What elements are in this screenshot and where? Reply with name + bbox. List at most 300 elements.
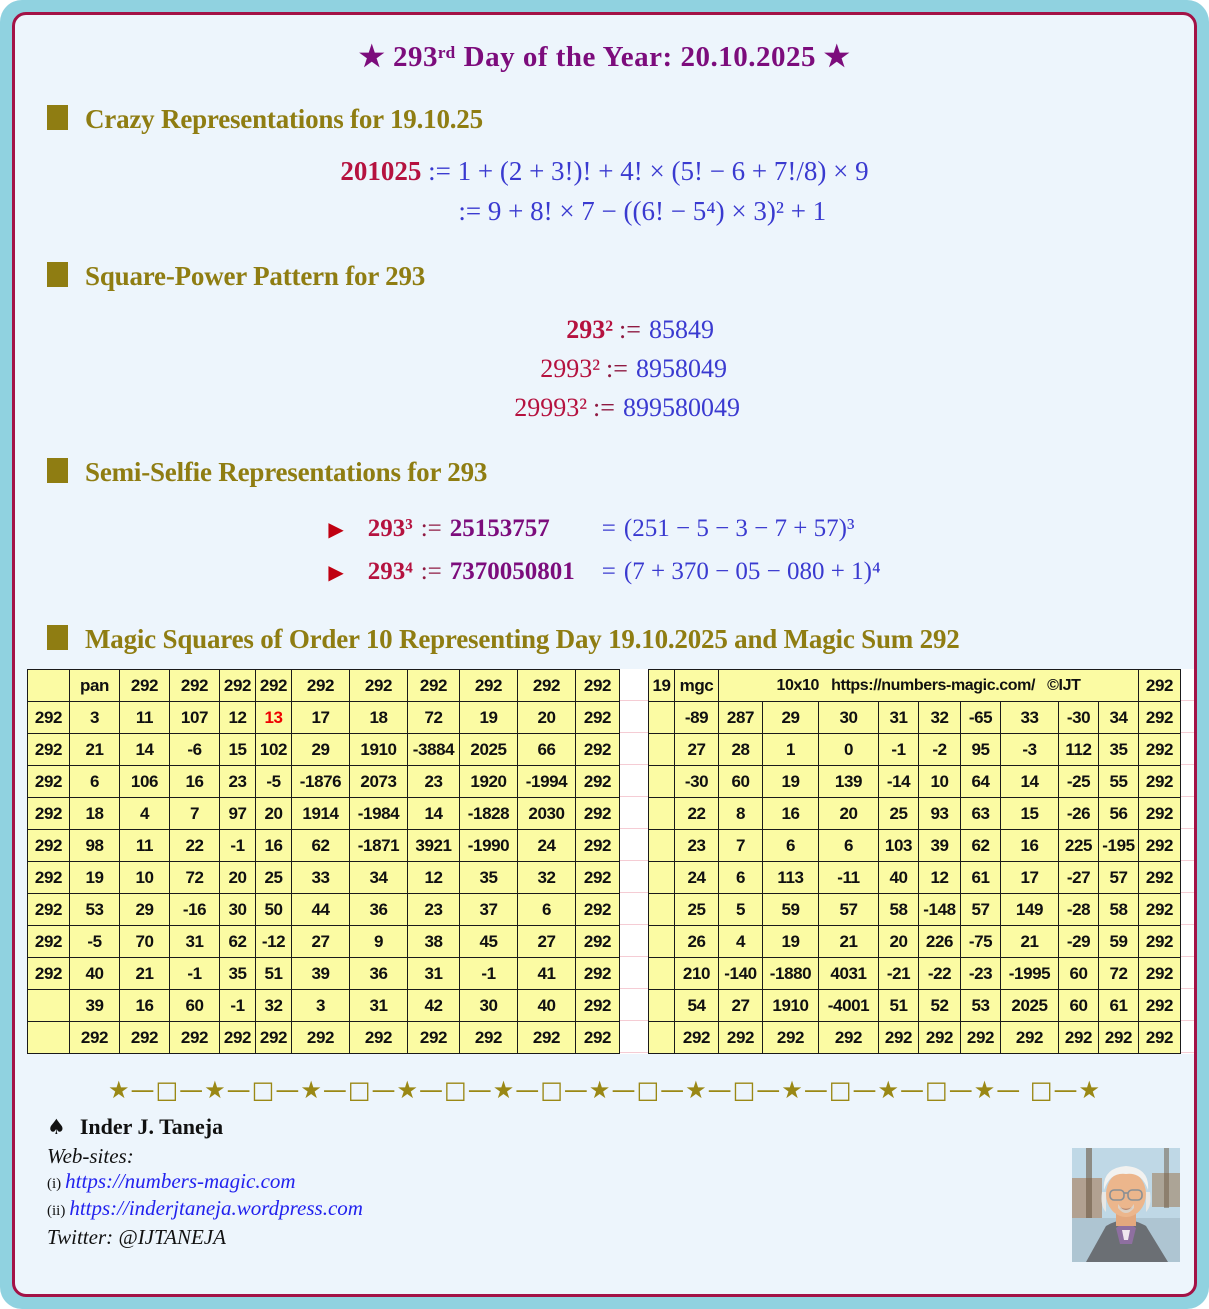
magic-cell: 60 (719, 766, 763, 798)
magic-cell: 292 (28, 734, 70, 766)
magic-cell: 292 (1139, 926, 1181, 958)
magic-cell: 292 (1099, 1022, 1139, 1054)
ss-rel: := (420, 515, 442, 542)
magic-cell: 72 (1099, 958, 1139, 990)
magic-cell: -1871 (350, 830, 408, 862)
magic-cell: 20 (819, 798, 879, 830)
website-link-1[interactable]: https://numbers-magic.com (65, 1169, 296, 1193)
magic-cell: -195 (1099, 830, 1139, 862)
magic-cell: 27 (719, 990, 763, 1022)
magic-cell: 292 (576, 862, 620, 894)
magic-cell: -3884 (408, 734, 460, 766)
magic-cell: 29 (763, 702, 819, 734)
magic-cell: 287 (719, 702, 763, 734)
magic-cell: 9 (350, 926, 408, 958)
magic-cell: 292 (576, 894, 620, 926)
magic-cell: 5 (719, 894, 763, 926)
magic-cell: -1994 (518, 766, 576, 798)
magic-cell: -27 (1059, 862, 1099, 894)
magic-cell: 6 (719, 862, 763, 894)
magic-cell: 51 (256, 958, 292, 990)
ss-val: 25153757 (449, 515, 550, 542)
magic-cell: 292 (518, 1022, 576, 1054)
magic-cell: 292 (28, 766, 70, 798)
magic-cell: 36 (350, 958, 408, 990)
website-index-2: (ii) (47, 1203, 66, 1219)
magic-cell: 12 (220, 702, 256, 734)
magic-cell: -1995 (1001, 958, 1059, 990)
magic-cell: 292 (1139, 830, 1181, 862)
magic-cell: 103 (879, 830, 919, 862)
magic-cell: 27 (292, 926, 350, 958)
magic-cell: 62 (220, 926, 256, 958)
magic-cell: 30 (460, 990, 518, 1022)
magic-cell: 112 (1059, 734, 1099, 766)
magic-squares-row (27, 669, 1195, 1054)
magic-cell: 55 (1099, 766, 1139, 798)
semi-selfie-row (328, 551, 880, 594)
magic-cell: -1876 (292, 766, 350, 798)
magic-cell: 34 (1099, 702, 1139, 734)
magic-cell: 292 (675, 1022, 719, 1054)
magic-cell: 292 (961, 1022, 1001, 1054)
magic-cell: -26 (1059, 798, 1099, 830)
magic-cell: -1 (460, 958, 518, 990)
magic-cell: 1920 (460, 766, 518, 798)
magic-cell: 57 (961, 894, 1001, 926)
author-name: Inder J. Taneja (79, 1114, 224, 1139)
magic-cell: 292 (879, 1022, 919, 1054)
magic-cell: 54 (675, 990, 719, 1022)
sp-lhs: 293² (566, 315, 614, 344)
magic-cell (649, 926, 675, 958)
signature-block (47, 1114, 1184, 1250)
magic-cell: 19 (460, 702, 518, 734)
right-magic-square-table (648, 669, 1181, 1054)
magic-cell: 31 (879, 702, 919, 734)
magic-cell: 16 (256, 830, 292, 862)
magic-cell: 6 (819, 830, 879, 862)
magic-cell: 59 (763, 894, 819, 926)
magic-cell: 21 (70, 734, 120, 766)
magic-cell (649, 830, 675, 862)
magic-cell: 210 (675, 958, 719, 990)
magic-cell: 139 (819, 766, 879, 798)
magic-cell: 292 (1059, 1022, 1099, 1054)
magic-cell: 95 (961, 734, 1001, 766)
magic-cell: -1 (879, 734, 919, 766)
magic-cell: 292 (350, 670, 408, 702)
crazy-lhs: 201025 (340, 156, 422, 186)
magic-cell: mgc (675, 670, 719, 702)
section-heading-magic-squares-label: Magic Squares of Order 10 Representing Day 19.10.2025 and Magic Sum 292 (85, 624, 960, 654)
magic-cell: 18 (70, 798, 120, 830)
magic-cell: 292 (28, 958, 70, 990)
magic-cell: 292 (70, 1022, 120, 1054)
twitter-line (47, 1225, 1184, 1250)
magic-cell (649, 958, 675, 990)
sp-val: 899580049 (622, 393, 740, 422)
magic-cell: 59 (1099, 926, 1139, 958)
magic-cell (649, 1022, 675, 1054)
magic-cell: 50 (256, 894, 292, 926)
magic-cell: -28 (1059, 894, 1099, 926)
magic-cell: 292 (256, 670, 292, 702)
sp-lhs: 2993² (540, 354, 601, 383)
magic-cell: 292 (1139, 766, 1181, 798)
magic-cell: 292 (460, 1022, 518, 1054)
magic-cell: 70 (120, 926, 170, 958)
section-bullet-icon (47, 458, 68, 483)
magic-cell: 37 (460, 894, 518, 926)
magic-cell: -12 (256, 926, 292, 958)
magic-cell: 38 (408, 926, 460, 958)
magic-cell (649, 990, 675, 1022)
crazy-rhs-1: := 1 + (2 + 3!)! + 4! × (5! − 6 + 7!/8) × 9 (428, 156, 869, 186)
magic-cell: 23 (675, 830, 719, 862)
magic-cell: 57 (1099, 862, 1139, 894)
magic-cell: 15 (1001, 798, 1059, 830)
magic-cell: -4001 (819, 990, 879, 1022)
magic-cell: 6 (763, 830, 819, 862)
magic-cell: 292 (28, 830, 70, 862)
magic-cell: 23 (408, 766, 460, 798)
magic-cell: -1828 (460, 798, 518, 830)
magic-cell: 0 (819, 734, 879, 766)
section-bullet-icon (47, 625, 68, 650)
section-heading-semi-selfie-label: Semi-Selfie Representations for 293 (85, 457, 488, 487)
magic-cell: -89 (675, 702, 719, 734)
magic-cell: 36 (350, 894, 408, 926)
sp-rel: := (593, 393, 615, 422)
magic-cell (649, 798, 675, 830)
author-photo (1072, 1148, 1180, 1262)
page (12, 12, 1197, 1297)
magic-cell: 22 (675, 798, 719, 830)
magic-cell: 20 (879, 926, 919, 958)
magic-cell: 292 (292, 670, 350, 702)
magic-cell: 292 (576, 830, 620, 862)
magic-cell: 27 (518, 926, 576, 958)
square-power-row (25, 388, 1184, 427)
square-power-block (25, 310, 1184, 427)
magic-cell: -140 (719, 958, 763, 990)
magic-cell: -21 (879, 958, 919, 990)
sp-val: 85849 (648, 315, 714, 344)
magic-cell: 60 (1059, 958, 1099, 990)
magic-cell: 1 (763, 734, 819, 766)
ss-pow: 293⁴ (367, 558, 413, 585)
semi-selfie-block (25, 508, 1184, 594)
magic-cell: 57 (819, 894, 879, 926)
magic-cell: 7 (719, 830, 763, 862)
magic-cell: 62 (961, 830, 1001, 862)
magic-cell: 107 (170, 702, 220, 734)
sp-rel: := (619, 315, 641, 344)
magic-cell: 292 (919, 1022, 961, 1054)
magic-cell: 226 (919, 926, 961, 958)
square-power-row (25, 310, 1184, 349)
magic-cell: 24 (675, 862, 719, 894)
magic-cell: 25 (675, 894, 719, 926)
magic-cell: 72 (170, 862, 220, 894)
magic-cell: 40 (70, 958, 120, 990)
magic-cell (28, 990, 70, 1022)
magic-cell: 15 (220, 734, 256, 766)
author-name-line (47, 1114, 1184, 1140)
magic-cell: 61 (1099, 990, 1139, 1022)
magic-cell: 292 (28, 894, 70, 926)
websites-label: Web-sites: (47, 1144, 134, 1168)
magic-cell: 19 (763, 766, 819, 798)
magic-cell: -1 (220, 990, 256, 1022)
magic-cell: 33 (292, 862, 350, 894)
magic-cell: 31 (170, 926, 220, 958)
ss-eq: = (601, 558, 616, 585)
magic-cell: 292 (1139, 1022, 1181, 1054)
magic-cell: 32 (919, 702, 961, 734)
twitter-handle: @IJTANEJA (118, 1225, 226, 1249)
section-bullet-icon (47, 262, 68, 287)
magic-cell: 106 (120, 766, 170, 798)
magic-cell: -25 (1059, 766, 1099, 798)
magic-cell: 12 (919, 862, 961, 894)
magic-cell: 1910 (763, 990, 819, 1022)
magic-cell: 292 (292, 1022, 350, 1054)
magic-cell: 292 (576, 702, 620, 734)
magic-cell: 292 (170, 670, 220, 702)
magic-cell: -14 (879, 766, 919, 798)
magic-cell: 44 (292, 894, 350, 926)
ss-eq: = (601, 515, 616, 542)
magic-cell: 14 (120, 734, 170, 766)
magic-cell: 2025 (460, 734, 518, 766)
magic-cell: -1984 (350, 798, 408, 830)
magic-cell: 292 (256, 1022, 292, 1054)
magic-cell: 21 (120, 958, 170, 990)
ss-rel: := (420, 558, 442, 585)
magic-cell: 93 (919, 798, 961, 830)
magic-cell: 14 (1001, 766, 1059, 798)
magic-cell: 292 (719, 1022, 763, 1054)
magic-cell: 16 (120, 990, 170, 1022)
magic-cell: 45 (460, 926, 518, 958)
magic-cell: 2073 (350, 766, 408, 798)
magic-cell: 292 (28, 702, 70, 734)
magic-cell: 39 (292, 958, 350, 990)
twitter-label: Twitter: (47, 1225, 114, 1249)
magic-cell: 39 (70, 990, 120, 1022)
magic-cell: 113 (763, 862, 819, 894)
magic-cell: 56 (1099, 798, 1139, 830)
magic-cell: 41 (518, 958, 576, 990)
magic-cell: 10x10 https://numbers-magic.com/ ©IJT (719, 670, 1139, 702)
magic-cell: 16 (170, 766, 220, 798)
magic-cell: 20 (220, 862, 256, 894)
magic-cell: 292 (28, 926, 70, 958)
magic-cell (649, 894, 675, 926)
magic-cell: 292 (408, 1022, 460, 1054)
magic-cell: 3 (292, 990, 350, 1022)
section-bullet-icon (47, 105, 68, 130)
magic-cell: 13 (256, 702, 292, 734)
magic-cell: 35 (220, 958, 256, 990)
magic-cell (649, 702, 675, 734)
magic-cell: 20 (256, 798, 292, 830)
magic-cell: 35 (1099, 734, 1139, 766)
spade-icon: ♠ (47, 1115, 66, 1139)
magic-cell: 292 (576, 766, 620, 798)
magic-cell: 11 (120, 702, 170, 734)
magic-cell: 28 (719, 734, 763, 766)
section-heading-crazy-label: Crazy Representations for 19.10.25 (85, 104, 483, 134)
magic-cell: 292 (1139, 990, 1181, 1022)
magic-cell: 14 (408, 798, 460, 830)
magic-cell: 2025 (1001, 990, 1059, 1022)
magic-cell: 33 (1001, 702, 1059, 734)
magic-cell: 35 (460, 862, 518, 894)
section-heading-magic-squares (47, 624, 1184, 655)
magic-cell: 17 (1001, 862, 1059, 894)
magic-cell: 31 (350, 990, 408, 1022)
magic-cell: 292 (120, 1022, 170, 1054)
magic-cell: 292 (220, 670, 256, 702)
magic-cell: -16 (170, 894, 220, 926)
magic-cell: -148 (919, 894, 961, 926)
magic-cell: 292 (350, 1022, 408, 1054)
ss-val: 7370050801 (449, 558, 575, 585)
magic-cell: 12 (408, 862, 460, 894)
magic-cell: -11 (819, 862, 879, 894)
magic-cell: 20 (518, 702, 576, 734)
magic-cell: 292 (1139, 734, 1181, 766)
magic-cell: 40 (518, 990, 576, 1022)
magic-cell: 292 (120, 670, 170, 702)
magic-cell: 58 (1099, 894, 1139, 926)
magic-cell: 23 (408, 894, 460, 926)
magic-cell: 10 (919, 766, 961, 798)
magic-cell: 4031 (819, 958, 879, 990)
magic-cell: 19 (649, 670, 675, 702)
magic-cell: 23 (220, 766, 256, 798)
magic-cell: 292 (1139, 702, 1181, 734)
magic-cell: 53 (961, 990, 1001, 1022)
magic-cell: 292 (1139, 862, 1181, 894)
magic-cell: -1 (220, 830, 256, 862)
magic-cell: 292 (576, 798, 620, 830)
magic-cell: -75 (961, 926, 1001, 958)
magic-cell (28, 670, 70, 702)
magic-cell: 31 (408, 958, 460, 990)
magic-cell (28, 1022, 70, 1054)
magic-cell: -65 (961, 702, 1001, 734)
magic-cell: 66 (518, 734, 576, 766)
magic-cell: 21 (819, 926, 879, 958)
magic-cell: 102 (256, 734, 292, 766)
magic-cell: 225 (1059, 830, 1099, 862)
magic-cell: 51 (879, 990, 919, 1022)
sp-val: 8958049 (635, 354, 727, 383)
magic-cell: 61 (961, 862, 1001, 894)
magic-cell: -22 (919, 958, 961, 990)
magic-cell: 4 (719, 926, 763, 958)
magic-cell: 97 (220, 798, 256, 830)
magic-cell: -30 (1059, 702, 1099, 734)
magic-cell: 52 (919, 990, 961, 1022)
magic-cell: 292 (819, 1022, 879, 1054)
left-magic-square-table (27, 669, 620, 1054)
section-heading-square-power (47, 261, 1184, 292)
magic-cell: 42 (408, 990, 460, 1022)
website-line-1 (47, 1169, 1184, 1196)
magic-cell: 7 (170, 798, 220, 830)
magic-cell: 6 (70, 766, 120, 798)
magic-cell: 292 (1139, 958, 1181, 990)
website-index-1: (i) (47, 1176, 62, 1192)
magic-cell: 60 (1059, 990, 1099, 1022)
magic-cell: -30 (675, 766, 719, 798)
magic-cell: 21 (1001, 926, 1059, 958)
section-heading-crazy (47, 104, 1184, 135)
magic-cell: 2030 (518, 798, 576, 830)
magic-cell: -5 (256, 766, 292, 798)
magic-cell: -5 (70, 926, 120, 958)
magic-cell: 292 (518, 670, 576, 702)
magic-cell: 1914 (292, 798, 350, 830)
magic-cell: 3 (70, 702, 120, 734)
magic-cell: 292 (28, 862, 70, 894)
magic-cell: -1880 (763, 958, 819, 990)
magic-cell: 26 (675, 926, 719, 958)
page-title: ★ 293ʳᵈ Day of the Year: 20.10.2025 ★ (358, 41, 851, 73)
magic-cell: 11 (120, 830, 170, 862)
magic-cell: 292 (576, 926, 620, 958)
magic-cell: 292 (576, 958, 620, 990)
magic-cell: 24 (518, 830, 576, 862)
magic-cell: 292 (28, 798, 70, 830)
magic-cell: 58 (879, 894, 919, 926)
magic-cell (649, 862, 675, 894)
magic-cell: 40 (879, 862, 919, 894)
magic-cell: -6 (170, 734, 220, 766)
magic-cell: 292 (170, 1022, 220, 1054)
magic-cell: -2 (919, 734, 961, 766)
magic-cell: 19 (763, 926, 819, 958)
magic-cell: 292 (408, 670, 460, 702)
magic-cell: 63 (961, 798, 1001, 830)
magic-cell: 292 (576, 1022, 620, 1054)
crazy-rhs-2: := 9 + 8! × 7 − ((6! − 5⁴) × 3)² + 1 (458, 196, 827, 226)
magic-cell: 64 (961, 766, 1001, 798)
magic-cell: 19 (70, 862, 120, 894)
crazy-formula-line-1 (340, 151, 868, 191)
website-link-2[interactable]: https://inderjtaneja.wordpress.com (69, 1196, 363, 1220)
magic-cell: pan (70, 670, 120, 702)
magic-cell: 292 (576, 670, 620, 702)
section-heading-square-power-label: Square-Power Pattern for 293 (85, 261, 426, 291)
magic-cell: 1910 (350, 734, 408, 766)
square-power-row (25, 349, 1184, 388)
magic-cell: 292 (763, 1022, 819, 1054)
magic-cell: 34 (350, 862, 408, 894)
magic-cell: -29 (1059, 926, 1099, 958)
magic-cell: 10 (120, 862, 170, 894)
ss-expr: (7 + 370 − 05 − 080 + 1)⁴ (623, 558, 881, 585)
magic-cell: 4 (120, 798, 170, 830)
magic-cell: 292 (1139, 670, 1181, 702)
magic-cell: 30 (819, 702, 879, 734)
magic-cell: -3 (1001, 734, 1059, 766)
